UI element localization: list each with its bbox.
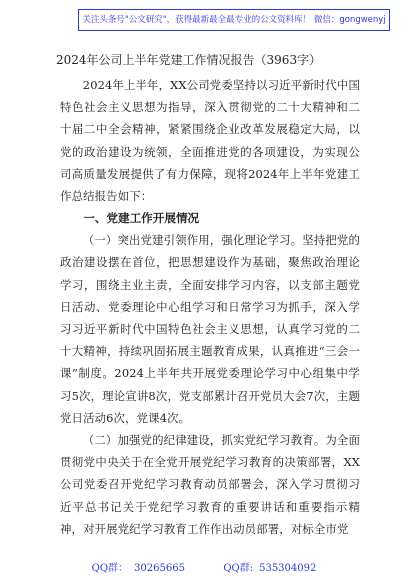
contact-footer <box>0 559 408 574</box>
promo-banner-text: 关注头条号"公文研究"，获得最新最全最专业的公文资料库！ 微信：gongwenyj <box>82 15 386 25</box>
qq-group-number-2: 535304092 <box>259 563 317 574</box>
section-heading: 一、党建工作开展情况 <box>83 211 200 226</box>
item-paragraph-1: （一）突出党建引领作用，强化理论学习。坚持把党的政治建设摆在首位，把思想建设作为基础，聚焦政治理论学习，围绕主业主责，全面安排学习内容，以支部主题党日活动、党委理论中心组学习和日常学习为抓手，深入学习习近平新时代中国特色社会主义思想，认真学习党的二十大精神，持续巩固拓展主题教育成果，认真推进“三会一课”制度。2024上半年共开展党委理论学习中心组集中学习5次，理论宣讲8次，党支部累计召开党员大会7次，主题党日活动6次，党课4次。 <box>60 233 360 425</box>
promo-banner <box>78 9 390 31</box>
document-title: 2024年公司上半年党建工作情况报告（3963字） <box>56 53 322 67</box>
item-paragraph-2: （二）加强党的纪律建设，抓实党纪学习教育。为全面贯彻党中央关于在全党开展党纪学习教育的决策部署，XX公司党委召开党纪学习教育动员部署会，深入学习贯彻习近平总书记关于党纪学习教育的重要讲话和重要指示精神，对开展党纪学习教育工作作出动员部署，对标全市党 <box>60 433 360 536</box>
document-body <box>56 52 360 540</box>
qq-group-number-1: 30265665 <box>134 563 185 574</box>
intro-paragraph: 2024年上半年，XX公司党委坚持以习近平新时代中国特色社会主义思想为指导，深入贯彻党的二十大精神和二十届二中全会精神，紧紧围绕企业改革发展稳定大局，以党的政治建设为统领，全面推进党的各项建设，为实现公司高质量发展提供了有力保障，现将2024年上半年党建工作总结报告如下： <box>60 78 360 204</box>
qq-group-label-2: QQ群: <box>223 563 254 574</box>
qq-group-label-1: QQ群： <box>91 563 129 574</box>
